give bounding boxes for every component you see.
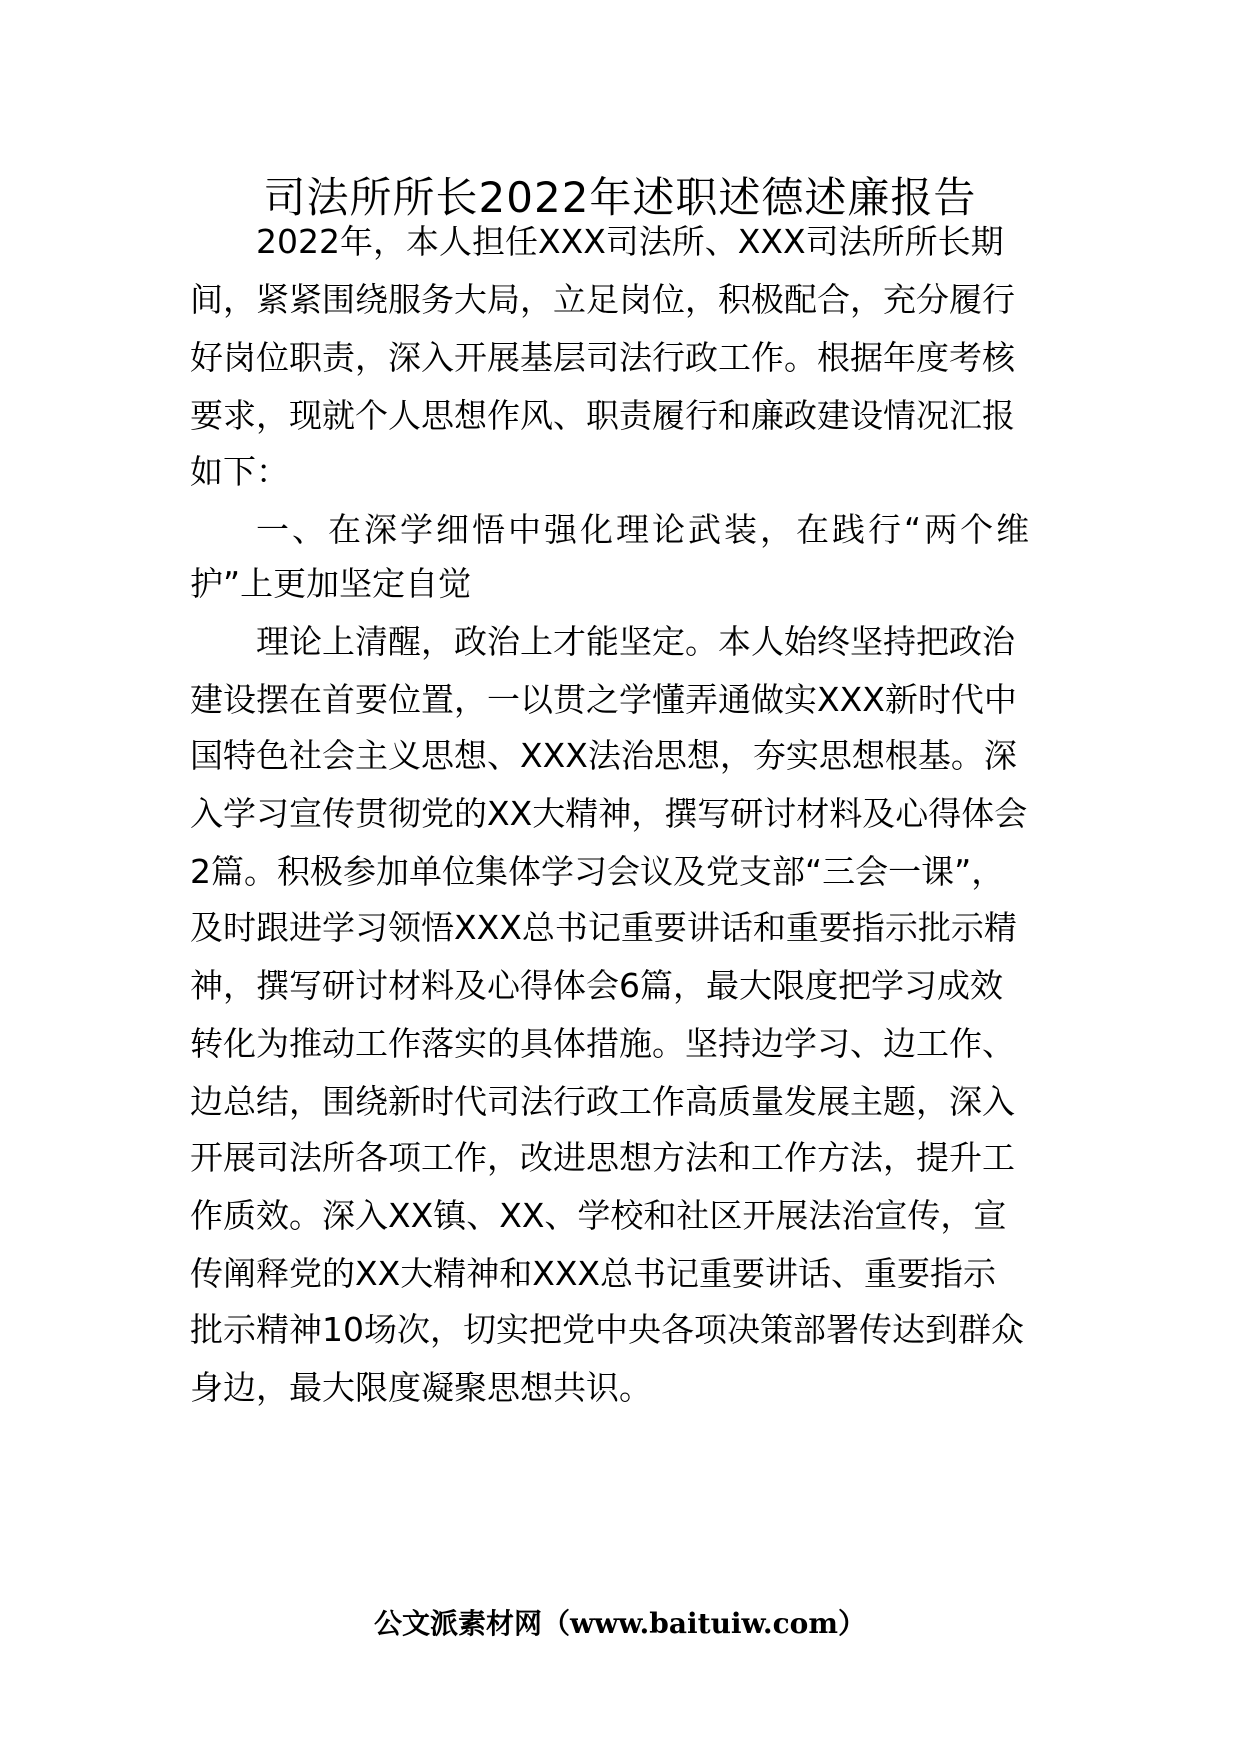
text-line: 要求，现就个人思想作风、职责履行和廉政建设情况汇报 <box>190 396 1015 435</box>
text-line: 2篇。积极参加单位集体学习会议及党支部“三会一课”， <box>190 852 1005 891</box>
section-heading-line: 一、在深学细悟中强化理论武装，在践行“两个维 <box>256 510 1033 549</box>
text-line: 开展司法所各项工作，改进思想方法和工作方法，提升工 <box>190 1138 1015 1177</box>
text-line: 好岗位职责，深入开展基层司法行政工作。根据年度考核 <box>190 338 1015 377</box>
text-line: 建设摆在首要位置，一以贯之学懂弄通做实XXX新时代中 <box>190 680 1017 719</box>
text-line: 2022年，本人担任XXX司法所、XXX司法所所长期 <box>256 222 1004 261</box>
text-line: 转化为推动工作落实的具体措施。坚持边学习、边工作、 <box>190 1024 1015 1063</box>
text-line: 神，撰写研讨材料及心得体会6篇，最大限度把学习成效 <box>190 966 1003 1005</box>
text-line: 及时跟进学习领悟XXX总书记重要讲话和重要指示批示精 <box>190 908 1017 947</box>
text-line: 入学习宣传贯彻党的XX大精神，撰写研讨材料及心得体会 <box>190 794 1028 833</box>
text-line: 身边，最大限度凝聚思想共识。 <box>190 1368 652 1407</box>
footer-watermark: 公文派素材网（www.baituiw.com） <box>374 1607 866 1640</box>
text-line: 理论上清醒，政治上才能坚定。本人始终坚持把政治 <box>256 622 1015 661</box>
text-line: 国特色社会主义思想、XXX法治思想，夯实思想根基。深 <box>190 736 1017 775</box>
text-line: 传阐释党的XX大精神和XXX总书记重要讲话、重要指示 <box>190 1254 997 1293</box>
document-title: 司法所所长2022年述职述德述廉报告 <box>263 173 977 222</box>
text-line: 批示精神10场次，切实把党中央各项决策部署传达到群众 <box>190 1310 1024 1349</box>
text-line: 边总结，围绕新时代司法行政工作高质量发展主题，深入 <box>190 1082 1015 1121</box>
text-line: 间，紧紧围绕服务大局，立足岗位，积极配合，充分履行 <box>190 280 1015 319</box>
text-line: 作质效。深入XX镇、XX、学校和社区开展法治宣传，宣 <box>190 1196 1007 1235</box>
section-heading-line: 护”上更加坚定自觉 <box>190 564 472 603</box>
text-line: 如下： <box>190 452 289 491</box>
